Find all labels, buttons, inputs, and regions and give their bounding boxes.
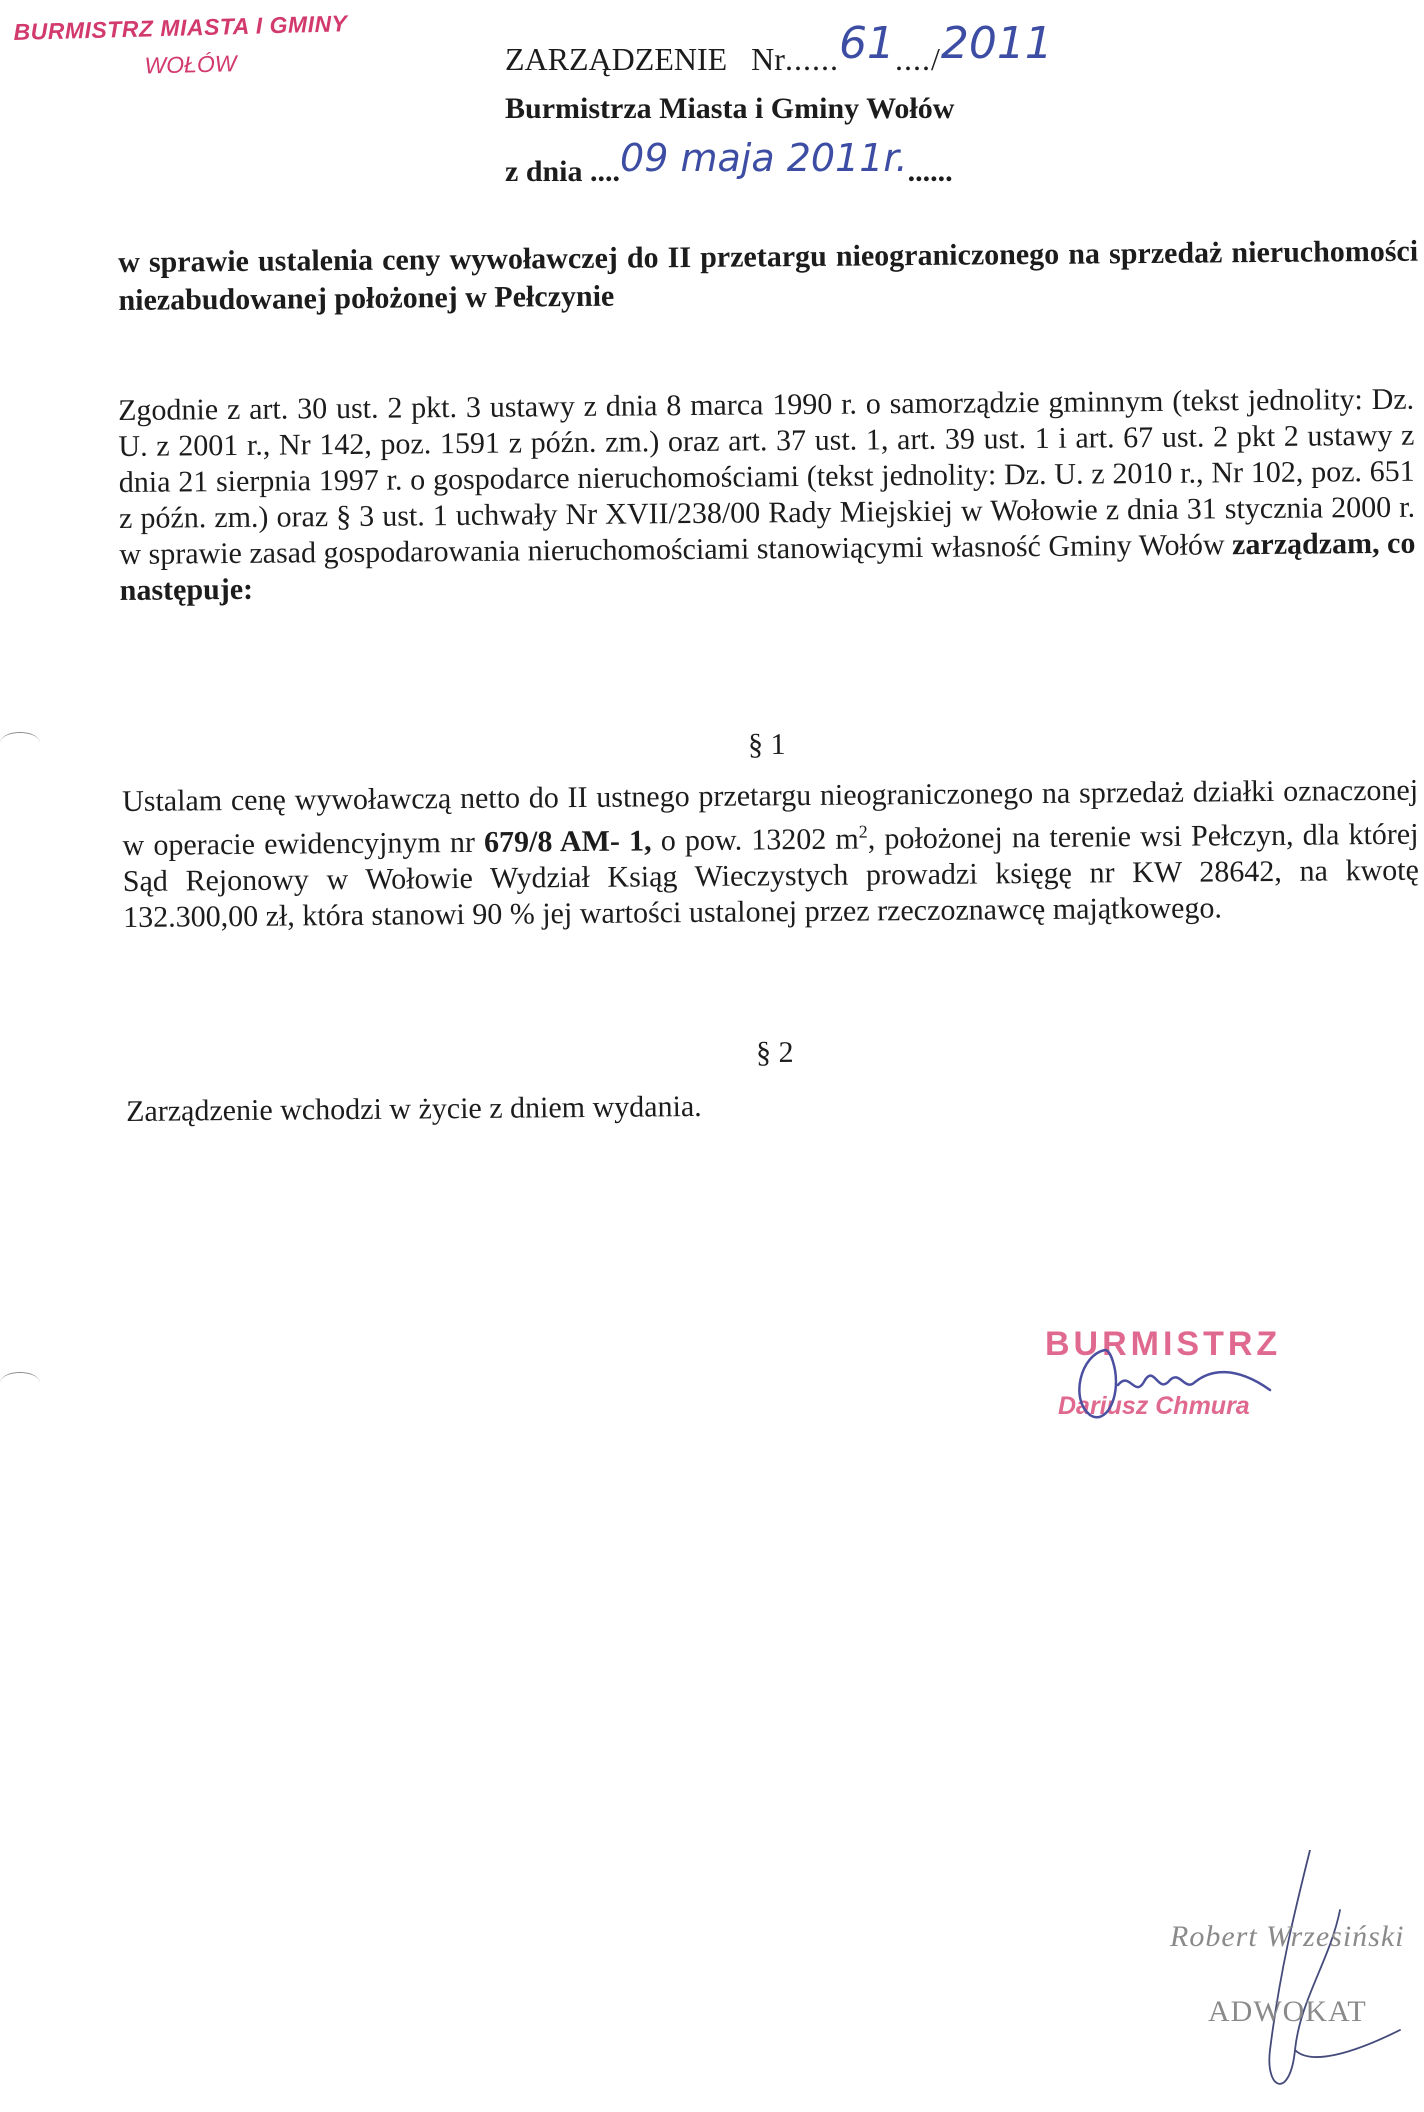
- section-1-heading: § 1: [747, 727, 786, 762]
- section-2-text: Zarządzenie wchodzi w życie z dniem wydania.: [126, 1089, 702, 1128]
- area-unit-superscript: 2: [858, 821, 868, 842]
- nr-year: 2011: [940, 18, 1053, 69]
- handwritten-signature: [1060, 1330, 1300, 1440]
- advocate-stamp-name: Robert Wrzesiński: [1170, 1920, 1405, 1953]
- section-1-text-c: , położonej na terenie wsi Pełczyn, dla której Sąd Rejonowy w Wołowie Wydział Ksiąg Wieczystych prowadzi księgę nr KW 28642, na kwotę 132.300,00 zł, która stanowi 90 % jej wartości ustalonej przez rzeczoznawcę majątkowego.: [122, 817, 1419, 934]
- issuer: Burmistrza Miasta i Gminy Wołów: [505, 92, 955, 125]
- legal-basis-closing: zarządzam, co następuje:: [119, 526, 1416, 607]
- parcel-number: 679/8 AM- 1,: [483, 824, 652, 859]
- date-label: z dnia: [505, 155, 583, 188]
- legal-basis-text: Zgodnie z art. 30 ust. 2 pkt. 3 ustawy z dnia 8 marca 1990 r. o samorządzie gminnym (tekst jednolity: Dz. U. z 2001 r., Nr 142, poz. 1591 z późn. zm.) oraz art. 37 ust. 1, art. 39 ust. 1 i art. 67 ust. 2 pkt 2 ustawy z dnia 21 sierpnia 1997 r. o gospodarce nieruchomościami (tekst jednolity: Dz. U. z 2010 r., Nr 102, poz. 651 z późn. zm.) oraz § 3 ust. 1 uchwały Nr XVII/238/00 Rady Miejskiej w Wołowie z dnia 31 stycznia 2000 r. w sprawie zasad gospodarowania nieruchomościami stanowiącymi własność Gminy Wołów: [118, 382, 1416, 571]
- legal-basis: [118, 382, 1416, 609]
- section-1-text-a: Ustalam cenę wywoławczą netto do II ustnego przetargu nieograniczonego na sprzedaż działki oznaczonej w operacie ewidencyjnym nr: [122, 773, 1419, 862]
- section-2-heading: § 2: [755, 1035, 794, 1070]
- section-1-text: [122, 773, 1419, 936]
- punch-hole-mark: [0, 732, 40, 753]
- document-title: ZARZĄDZENIE Nr......61..../2011: [505, 18, 1053, 77]
- office-stamp: [13, 9, 395, 83]
- office-stamp-line2: WOŁÓW: [144, 50, 237, 79]
- subject: w sprawie ustalenia ceny wywoławczej do II przetargu nieograniczonego na sprzedaż nieruchomości niezabudowanej położonej w Pełczynie: [118, 234, 1419, 317]
- signature-stamp-name: Dariusz Chmura: [1058, 1392, 1250, 1420]
- advocate-stamp-role: ADWOKAT: [1208, 1995, 1367, 2028]
- title-text: ZARZĄDZENIE: [505, 41, 728, 77]
- signature-stamp-title: BURMISTRZ: [1045, 1325, 1282, 1363]
- advocate-signature: [1200, 1850, 1424, 2112]
- date-handwritten: 09 maja 2011r.: [620, 136, 908, 180]
- issue-date: z dnia ....09 maja 2011r.......: [505, 136, 953, 188]
- nr-number: 61: [838, 18, 895, 69]
- section-1-text-b: o pow. 13202 m: [660, 822, 859, 858]
- punch-hole-mark: [0, 1372, 40, 1393]
- nr-label: Nr: [751, 41, 785, 77]
- office-stamp-line1: BURMISTRZ MIASTA I GMINY: [13, 10, 348, 45]
